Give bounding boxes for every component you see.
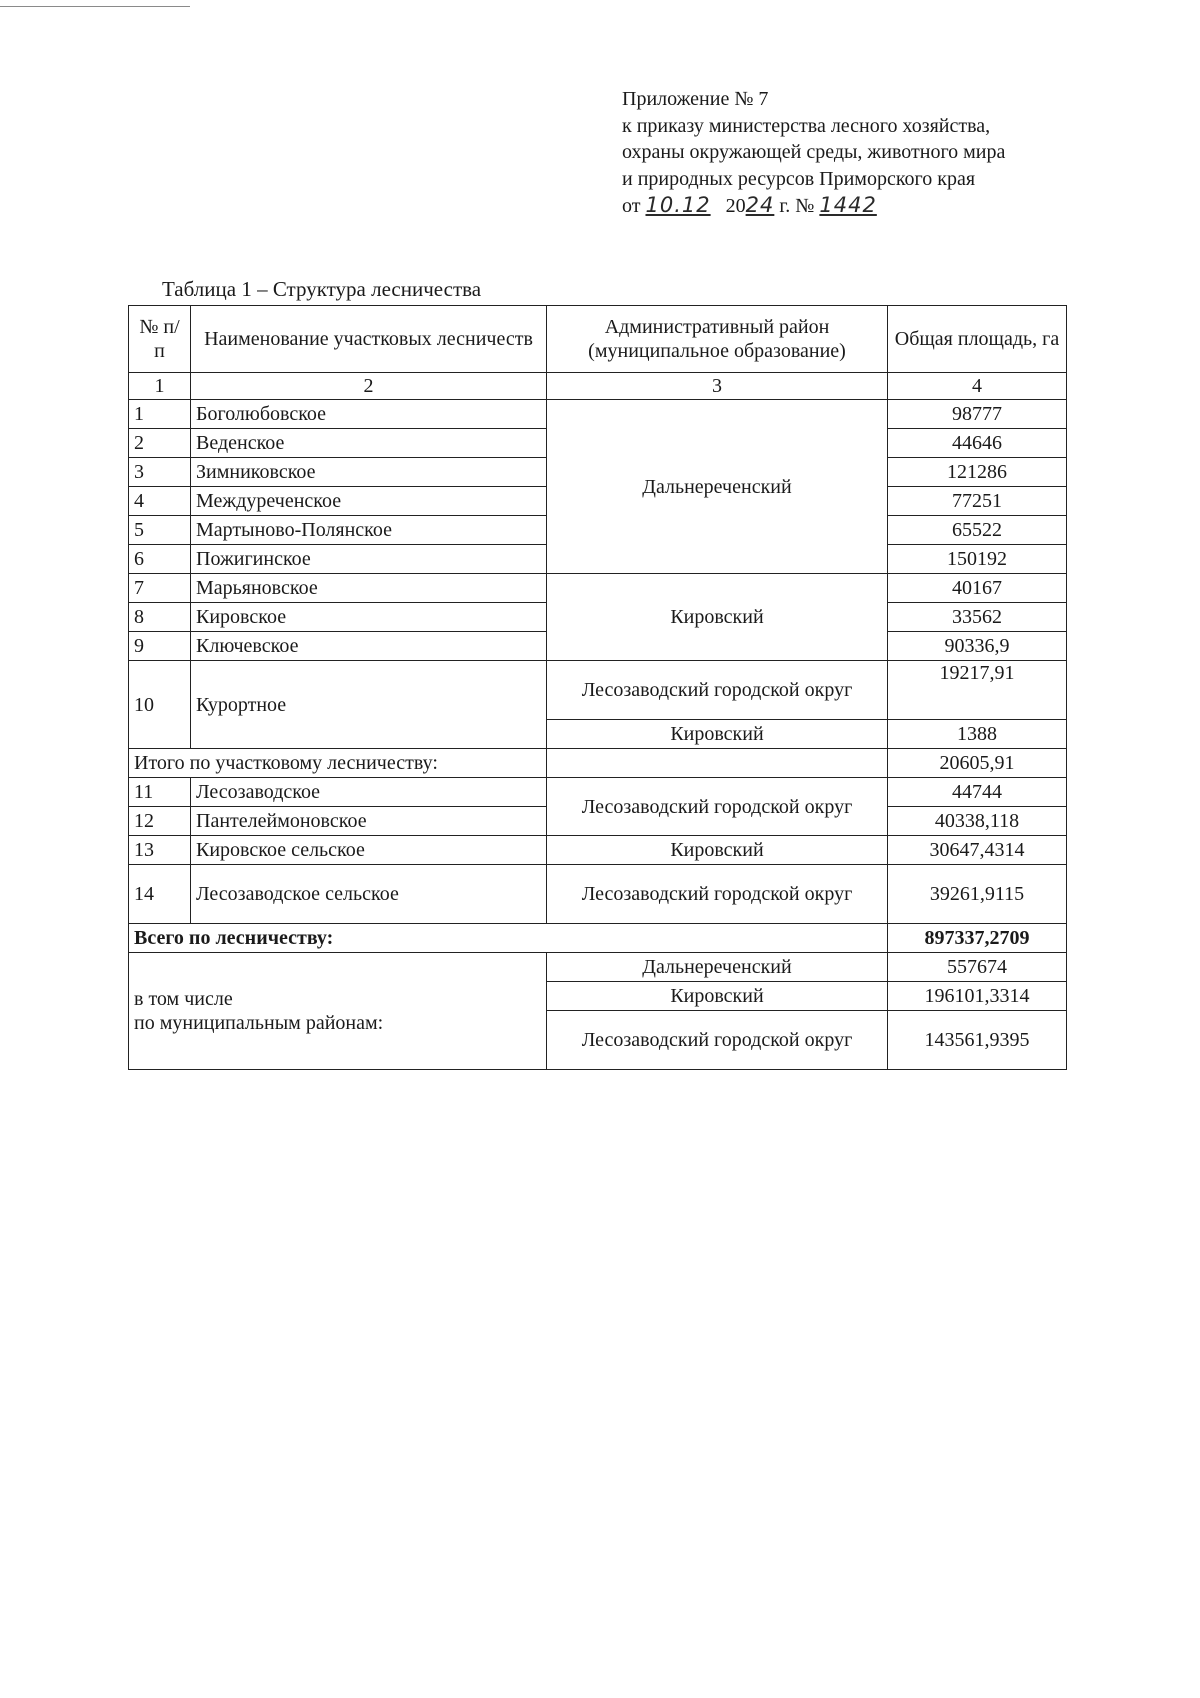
- handwritten-year: 24: [745, 193, 775, 217]
- district-cell: Кировский: [547, 720, 888, 749]
- row-num: 3: [129, 458, 191, 487]
- row-name: Кировское сельское: [191, 836, 547, 865]
- empty-cell: [547, 749, 888, 778]
- column-number: 1: [129, 373, 191, 400]
- municipal-label-line-1: в том числе: [134, 988, 233, 1010]
- row-area: 77251: [888, 487, 1067, 516]
- table-row: [129, 836, 1067, 865]
- row-area: 40167: [888, 574, 1067, 603]
- table-caption: Таблица 1 – Структура лесничества: [162, 277, 482, 301]
- row-area: 44646: [888, 429, 1067, 458]
- appendix-line-2: к приказу министерства лесного хозяйства,: [622, 114, 991, 137]
- row-name: Ключевское: [191, 632, 547, 661]
- row-num: 8: [129, 603, 191, 632]
- municipal-area: 196101,3314: [888, 982, 1067, 1011]
- header-area: Общая площадь, га: [888, 306, 1067, 373]
- row-name: Междуреченское: [191, 487, 547, 516]
- table-row: [129, 661, 1067, 720]
- row-num: 6: [129, 545, 191, 574]
- district-cell: Кировский: [547, 574, 888, 661]
- appendix-header: [622, 86, 1005, 220]
- row-name: Лесозаводское: [191, 778, 547, 807]
- appendix-title: Приложение № 7: [622, 88, 769, 110]
- row-name: Кировское: [191, 603, 547, 632]
- appendix-line-4: и природных ресурсов Приморского края: [622, 167, 976, 190]
- row-name: Зимниковское: [191, 458, 547, 487]
- column-number: 3: [547, 373, 888, 400]
- municipal-area: 143561,9395: [888, 1011, 1067, 1070]
- column-number: 2: [191, 373, 547, 400]
- row-area: 98777: [888, 400, 1067, 429]
- municipal-label: [129, 953, 547, 1070]
- table-row: [129, 778, 1067, 807]
- municipal-area: 557674: [888, 953, 1067, 982]
- column-numbers-row: [129, 373, 1067, 400]
- row-num: 11: [129, 778, 191, 807]
- row-name: Боголюбовское: [191, 400, 547, 429]
- row-area: 39261,9115: [888, 865, 1067, 924]
- row-name: Веденское: [191, 429, 547, 458]
- number-prefix: г. №: [779, 195, 815, 217]
- forestry-structure-table: [128, 305, 1067, 1070]
- row-num: 13: [129, 836, 191, 865]
- row-num: 14: [129, 865, 191, 924]
- row-area: 121286: [888, 458, 1067, 487]
- row-area: 19217,91: [888, 661, 1067, 720]
- row-area: 44744: [888, 778, 1067, 807]
- municipal-district: Лесозаводский городской округ: [547, 1011, 888, 1070]
- row-area: 33562: [888, 603, 1067, 632]
- subtotal-area: 20605,91: [888, 749, 1067, 778]
- row-area: 150192: [888, 545, 1067, 574]
- municipal-district: Дальнереченский: [547, 953, 888, 982]
- row-num: 12: [129, 807, 191, 836]
- municipal-label-line-2: по муниципальным районам:: [134, 1012, 384, 1034]
- row-area: 1388: [888, 720, 1067, 749]
- grand-total-label: Всего по лесничеству:: [129, 924, 888, 953]
- district-cell: Лесозаводский городской округ: [547, 778, 888, 836]
- row-name: Марьяновское: [191, 574, 547, 603]
- district-cell: Лесозаводский городской округ: [547, 865, 888, 924]
- district-cell: Дальнереченский: [547, 400, 888, 574]
- header-num: № п/п: [129, 306, 191, 373]
- table-row: [129, 574, 1067, 603]
- row-num: 4: [129, 487, 191, 516]
- table-row: [129, 400, 1067, 429]
- year-prefix: 20: [725, 195, 746, 217]
- row-name: Пантелеймоновское: [191, 807, 547, 836]
- header-name: Наименование участковых лесничеств: [191, 306, 547, 373]
- row-area: 65522: [888, 516, 1067, 545]
- handwritten-date: 10.12: [645, 193, 711, 217]
- grand-total-area: 897337,2709: [888, 924, 1067, 953]
- row-area: 40338,118: [888, 807, 1067, 836]
- table-row: [129, 865, 1067, 924]
- subtotal-label: Итого по участковому лесничеству:: [129, 749, 547, 778]
- row-name: Пожигинское: [191, 545, 547, 574]
- row-num: 10: [129, 661, 191, 749]
- row-num: 9: [129, 632, 191, 661]
- municipal-district: Кировский: [547, 982, 888, 1011]
- row-num: 1: [129, 400, 191, 429]
- row-num: 7: [129, 574, 191, 603]
- row-area: 90336,9: [888, 632, 1067, 661]
- municipal-row: [129, 953, 1067, 982]
- column-number: 4: [888, 373, 1067, 400]
- handwritten-order-number: 1442: [819, 193, 877, 217]
- subtotal-row: [129, 749, 1067, 778]
- district-cell: Лесозаводский городской округ: [547, 661, 888, 720]
- scan-artifact-line: [0, 6, 190, 7]
- grand-total-row: [129, 924, 1067, 953]
- appendix-date-line: [622, 192, 1005, 220]
- row-name: Мартыново-Полянское: [191, 516, 547, 545]
- header-district: Административный район (муниципальное образование): [547, 306, 888, 373]
- header-row: [129, 306, 1067, 373]
- row-area: 30647,4314: [888, 836, 1067, 865]
- row-num: 5: [129, 516, 191, 545]
- appendix-line-3: охраны окружающей среды, животного мира: [622, 141, 1006, 163]
- row-name: Курортное: [191, 661, 547, 749]
- district-cell: Кировский: [547, 836, 888, 865]
- row-num: 2: [129, 429, 191, 458]
- date-prefix: от: [622, 195, 641, 217]
- row-name: Лесозаводское сельское: [191, 865, 547, 924]
